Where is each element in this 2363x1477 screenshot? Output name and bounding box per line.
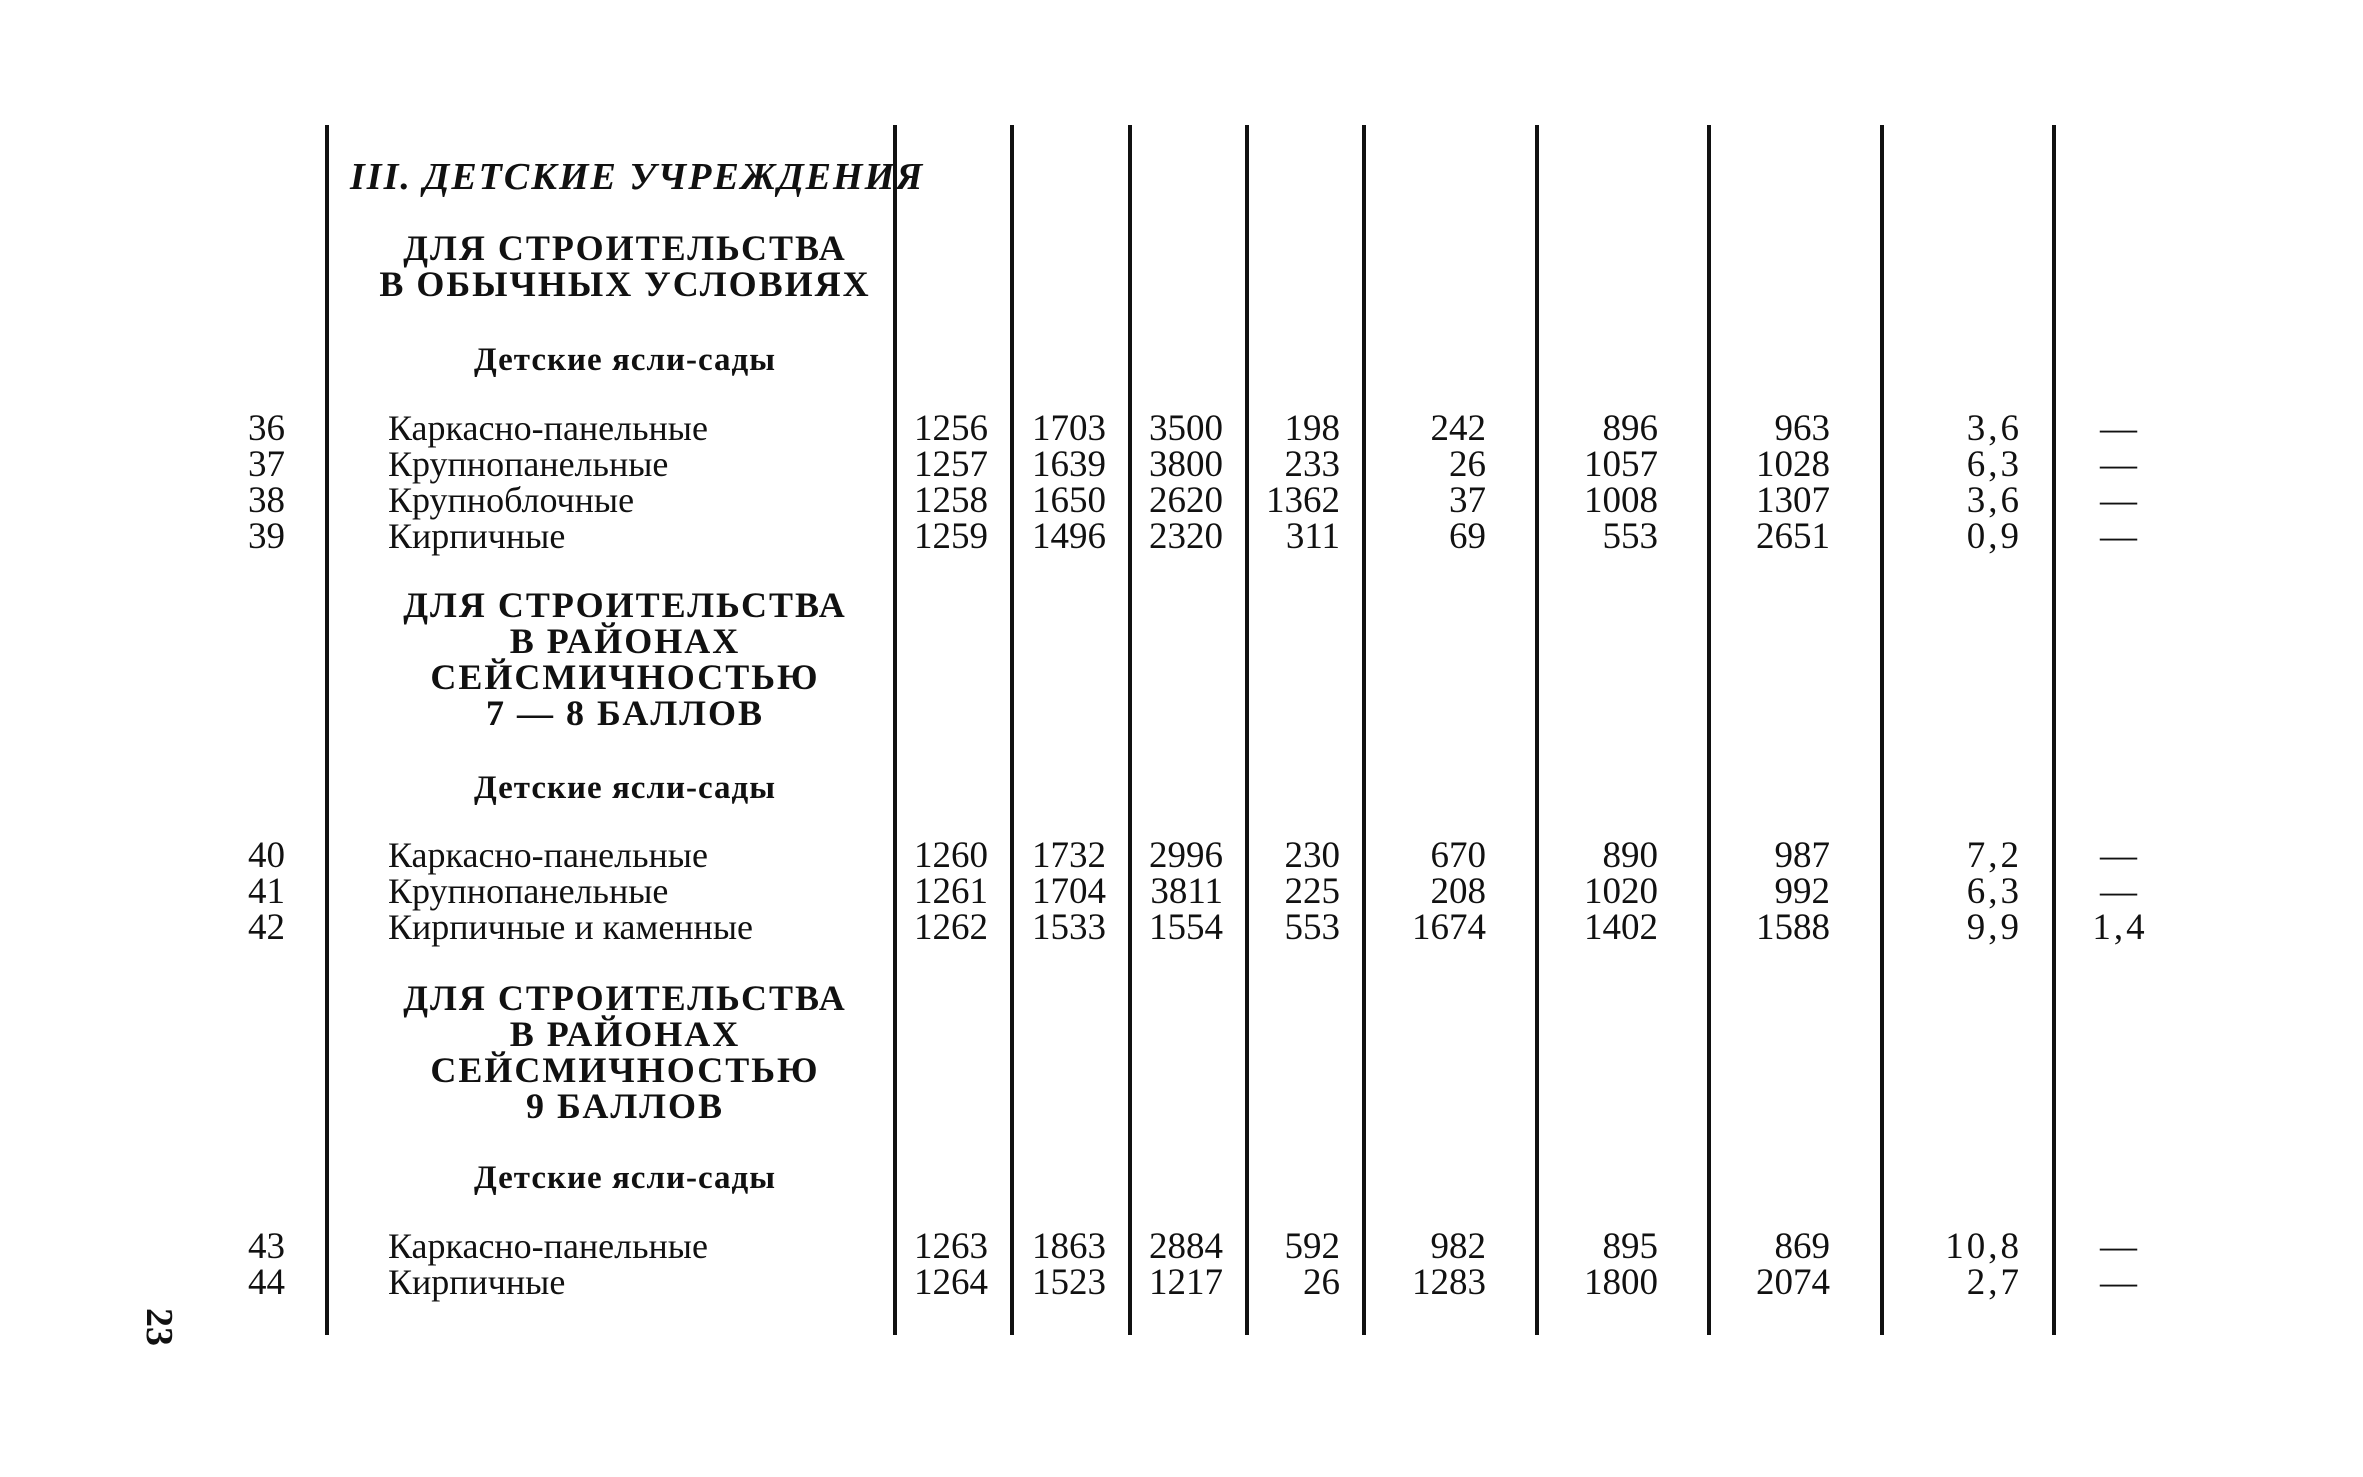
cell-value: 1261 [914,871,988,912]
building-type: Каркасно-панельные [388,835,708,875]
building-type: Кирпичные и каменные [388,907,753,947]
row-number: 39 [248,516,285,557]
cell-value: 1257 [914,444,988,485]
cell-value: 1523 [1032,1262,1106,1303]
cell-value: 1258 [914,480,988,521]
heading-line: В ОБЫЧНЫХ УСЛОВИЯХ [379,264,871,304]
cell-value: — [2100,480,2140,521]
column-rule [325,125,329,1335]
section-title: III. ДЕТСКИЕ УЧРЕЖДЕНИЯ [350,156,925,198]
cell-value: — [2100,871,2140,912]
cell-value: 1639 [1032,444,1106,485]
cell-value: 230 [1284,835,1340,876]
cell-value: 1674 [1412,907,1486,948]
cell-value: 1020 [1584,871,1658,912]
row-number: 41 [248,871,285,912]
cell-value: 6,3 [1966,871,2022,912]
cell-value: 1554 [1149,907,1223,948]
cell-value: 1008 [1584,480,1658,521]
cell-value: 896 [1602,408,1658,449]
building-type: Крупнопанельные [388,444,669,484]
cell-value: 963 [1774,408,1830,449]
column-rule [1010,125,1014,1335]
cell-value: 1057 [1584,444,1658,485]
cell-value: 890 [1602,835,1658,876]
cell-value: 1703 [1032,408,1106,449]
cell-value: 2320 [1149,516,1223,557]
cell-value: 2074 [1756,1262,1830,1303]
cell-value: — [2100,1262,2140,1303]
cell-value: 670 [1430,835,1486,876]
building-type: Каркасно-панельные [388,408,708,448]
cell-value: 1217 [1149,1262,1223,1303]
cell-value: 553 [1602,516,1658,557]
heading-line: В РАЙОНАХ [509,1014,741,1054]
cell-value: 9,9 [1966,907,2022,948]
cell-value: 992 [1774,871,1830,912]
cell-value: 26 [1449,444,1486,485]
heading-line: В РАЙОНАХ [509,621,741,661]
group-heading [330,980,920,1124]
cell-value: 3500 [1149,408,1223,449]
cell-value: 1028 [1756,444,1830,485]
cell-value: 2884 [1149,1226,1223,1267]
cell-value: 311 [1285,516,1340,557]
cell-value: 3811 [1150,871,1223,912]
column-rule [1880,125,1884,1335]
cell-value: 2620 [1149,480,1223,521]
cell-value: 3800 [1149,444,1223,485]
cell-value: 37 [1449,480,1486,521]
cell-value: 1262 [914,907,988,948]
cell-value: 1263 [914,1226,988,1267]
row-number: 37 [248,444,285,485]
column-rule [1707,125,1711,1335]
heading-line: СЕЙСМИЧНОСТЬЮ [430,657,820,697]
group-subheading: Детские ясли-сады [474,342,776,378]
heading-line: СЕЙСМИЧНОСТЬЮ [430,1050,820,1090]
cell-value: 6,3 [1966,444,2022,485]
cell-value: 1307 [1756,480,1830,521]
heading-line: 7 — 8 БАЛЛОВ [486,693,764,733]
row-number: 43 [248,1226,285,1267]
cell-value: 1,4 [2092,907,2148,948]
cell-value: 3,6 [1966,480,2022,521]
cell-value: 233 [1284,444,1340,485]
cell-value: 10,8 [1945,1226,2022,1267]
cell-value: 1496 [1032,516,1106,557]
cell-value: 592 [1284,1226,1340,1267]
column-rule [1245,125,1249,1335]
cell-value: 1863 [1032,1226,1106,1267]
cell-value: 1256 [914,408,988,449]
column-rule [2052,125,2056,1335]
cell-value: 0,9 [1966,516,2022,557]
group-subheading: Детские ясли-сады [474,770,776,806]
building-type: Кирпичные [388,1262,566,1302]
cell-value: — [2100,1226,2140,1267]
page-number: 23 [138,1308,180,1346]
cell-value: 1362 [1266,480,1340,521]
cell-value: — [2100,835,2140,876]
cell-value: 1732 [1032,835,1106,876]
cell-value: 1402 [1584,907,1658,948]
cell-value: — [2100,516,2140,557]
cell-value: 1588 [1756,907,1830,948]
cell-value: 1264 [914,1262,988,1303]
cell-value: 198 [1284,408,1340,449]
cell-value: 69 [1449,516,1486,557]
cell-value: 242 [1430,408,1486,449]
row-number: 44 [248,1262,285,1303]
column-rule [1362,125,1366,1335]
cell-value: 1283 [1412,1262,1486,1303]
cell-value: 1650 [1032,480,1106,521]
cell-value: 895 [1602,1226,1658,1267]
group-heading [330,587,920,731]
row-number: 36 [248,408,285,449]
cell-value: 1260 [914,835,988,876]
building-type: Кирпичные [388,516,566,556]
row-number: 40 [248,835,285,876]
heading-line: 9 БАЛЛОВ [526,1086,724,1126]
cell-value: 553 [1284,907,1340,948]
heading-line: ДЛЯ СТРОИТЕЛЬСТВА [403,585,847,625]
cell-value: — [2100,408,2140,449]
row-number: 42 [248,907,285,948]
cell-value: 3,6 [1966,408,2022,449]
cell-value: 225 [1284,871,1340,912]
cell-value: 2996 [1149,835,1223,876]
column-rule [1128,125,1132,1335]
group-heading [330,230,920,302]
cell-value: 26 [1303,1262,1340,1303]
building-type: Каркасно-панельные [388,1226,708,1266]
building-type: Крупнопанельные [388,871,669,911]
cell-value: 208 [1430,871,1486,912]
column-rule [1535,125,1539,1335]
cell-value: 1533 [1032,907,1106,948]
cell-value: 7,2 [1966,835,2022,876]
building-type: Крупноблочные [388,480,635,520]
cell-value: 1704 [1032,871,1106,912]
cell-value: 1800 [1584,1262,1658,1303]
group-subheading: Детские ясли-сады [474,1160,776,1196]
cell-value: 2,7 [1966,1262,2022,1303]
cell-value: 1259 [914,516,988,557]
cell-value: 869 [1774,1226,1830,1267]
cell-value: 987 [1774,835,1830,876]
cell-value: 982 [1430,1226,1486,1267]
cell-value: 2651 [1756,516,1830,557]
heading-line: ДЛЯ СТРОИТЕЛЬСТВА [403,978,847,1018]
heading-line: ДЛЯ СТРОИТЕЛЬСТВА [403,228,847,268]
cell-value: — [2100,444,2140,485]
row-number: 38 [248,480,285,521]
